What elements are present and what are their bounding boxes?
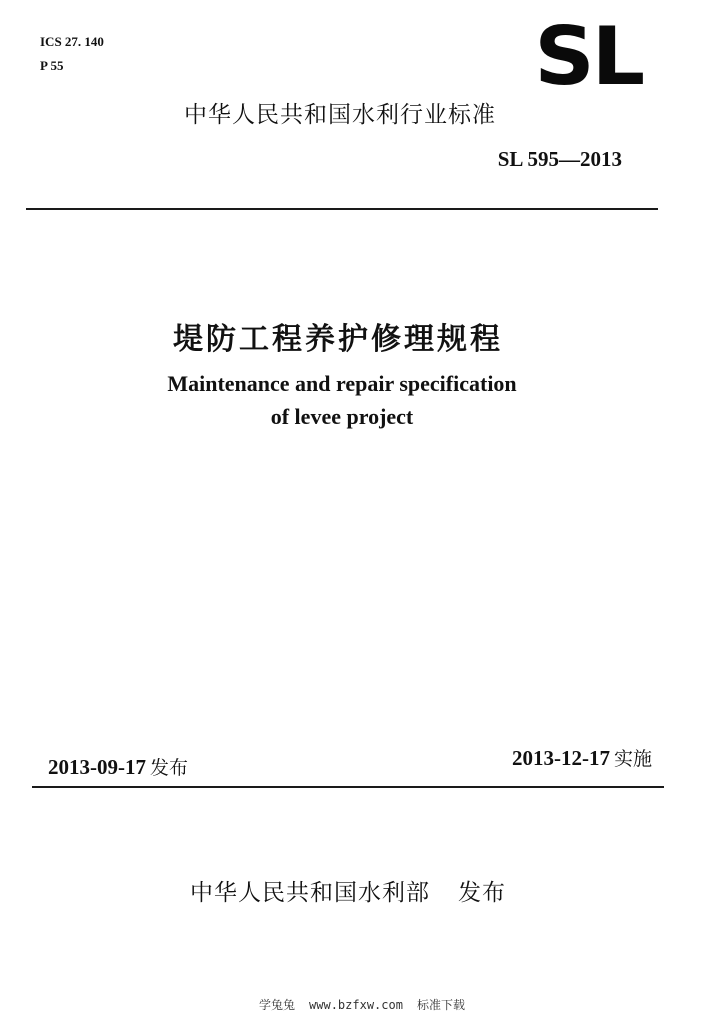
effective-date: 2013-12-17: [511, 746, 610, 770]
issue-date: 2013-09-17: [48, 755, 146, 779]
english-title-line-2: of levee project: [270, 404, 414, 429]
publisher-line: [0, 874, 696, 907]
footer-url[interactable]: www.bzfxw.com: [309, 998, 403, 1012]
publisher-name: 中华人民共和国水利部: [190, 880, 430, 906]
effective-date-group: [512, 744, 652, 771]
footer-tagline: 标准下载: [416, 998, 465, 1012]
standard-category-title: 中华人民共和国水利行业标准: [184, 102, 496, 128]
ics-code: ICS 27. 140: [40, 34, 104, 49]
top-divider: [26, 208, 658, 210]
effective-label: 实施: [613, 748, 652, 770]
issue-date-group: [48, 753, 188, 780]
chinese-title: 堤防工程养护修理规程: [173, 322, 503, 357]
footer-site-name: 学兔兔: [259, 998, 296, 1012]
publisher-action: 发布: [458, 880, 506, 906]
issue-label: 发布: [150, 757, 189, 779]
bottom-divider: [32, 786, 664, 788]
p-code: P 55: [40, 58, 64, 73]
standard-number: SL 595—2013: [497, 147, 622, 171]
english-title-line-1: Maintenance and repair specification: [167, 371, 517, 396]
footer-watermark: [0, 996, 724, 1013]
sl-logo: SL: [534, 10, 642, 103]
